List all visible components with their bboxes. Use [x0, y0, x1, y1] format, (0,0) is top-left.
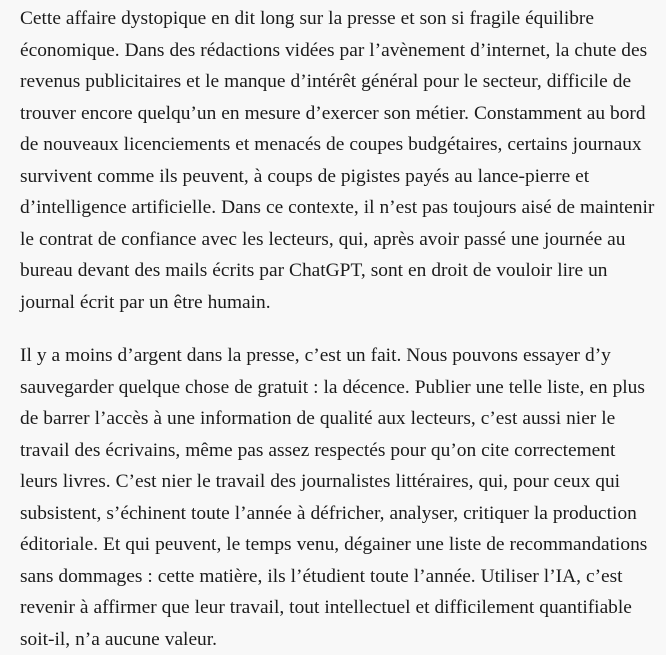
article-paragraph-2: Il y a moins d’argent dans la presse, c’est un fait. Nous pouvons essayer d’y sauvegarder quelque chose de gratuit : la décence. Publier une telle liste, en plus de barrer l’accès à une information de qualité aux lecteurs, c’est aussi nier le travail des écrivains, même pas assez respectés pour qu’on cite correctement leurs livres. C’est nier le travail des journalistes littéraires, qui, pour ceux qui subsistent, s’échinent toute l’année à défricher, analyser, critiquer la production éditoriale. Et qui peuvent, le temps venu, dégainer une liste de recommandations sans dommages : cette matière, ils l’étudient toute l’année. Utiliser l’IA, c’est revenir à affirmer que leur travail, tout intellectuel et difficilement quantifiable soit-il, n’a aucune valeur. — [20, 345, 648, 650]
article-paragraph-1: Cette affaire dystopique en dit long sur la presse et son si fragile équilibre économique. Dans des rédactions vidées par l’avènement d’internet, la chute des revenus publicitaires et le manque d’intérêt général pour le secteur, difficile de trouver encore quelqu’un en mesure d’exercer son métier. Constamment au bord de nouveaux licenciements et menacés de coupes budgétaires, certains journaux survivent comme ils peuvent, à coups de pigistes payés au lance-pierre et d’intelligence artificielle. Dans ce contexte, il n’est pas toujours aisé de maintenir le contrat de confiance avec les lecteurs, qui, après avoir passé une journée au bureau devant des mails écrits par ChatGPT, sont en droit de vouloir lire un journal écrit par un être humain. — [20, 8, 655, 313]
